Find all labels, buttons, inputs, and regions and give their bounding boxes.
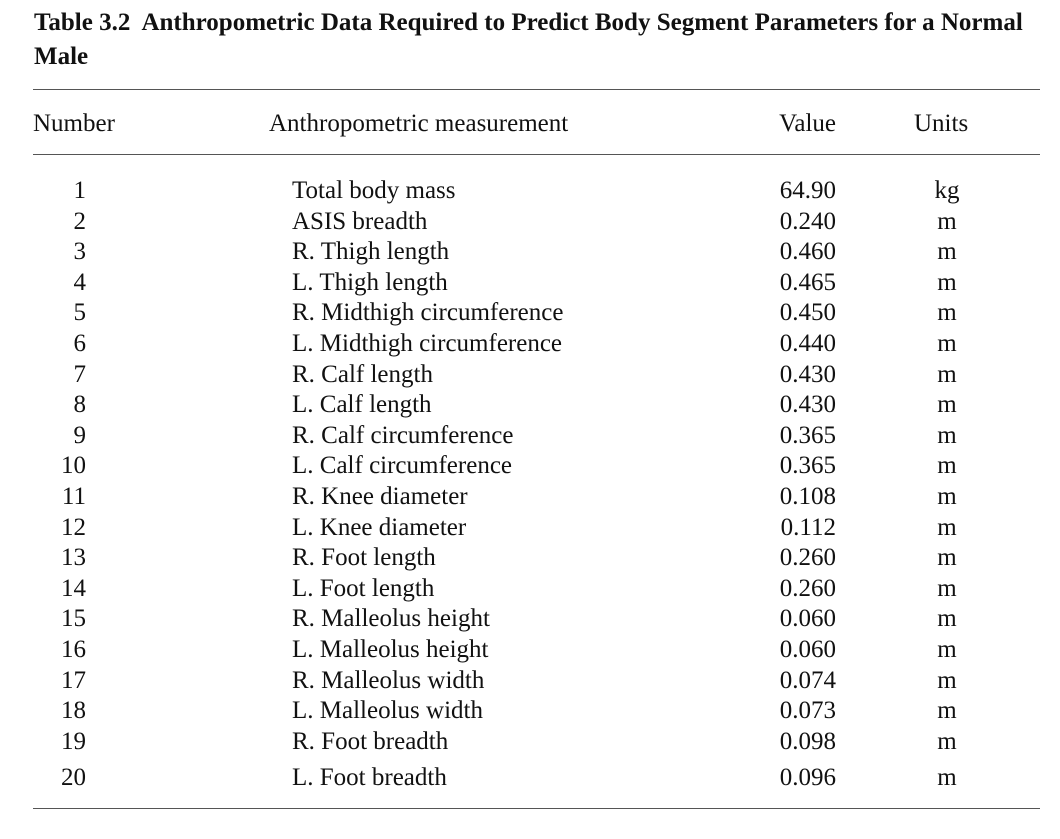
row-number: 11 (61, 482, 86, 510)
row-number: 3 (73, 238, 86, 266)
row-units: m (937, 391, 957, 419)
row-units: m (937, 268, 957, 296)
header-measurement: Anthropometric measurement (269, 110, 569, 137)
table-row (0, 695, 1060, 726)
row-number: 4 (73, 268, 86, 296)
table-row (0, 512, 1060, 543)
header-number: Number (33, 110, 115, 137)
row-value: 0.465 (779, 268, 836, 296)
table-row (0, 420, 1060, 451)
row-measurement: R. Thigh length (292, 238, 450, 266)
row-units: m (937, 421, 957, 449)
row-units: m (937, 544, 957, 572)
table-row (0, 236, 1060, 267)
row-number: 7 (73, 360, 86, 388)
row-value: 0.073 (779, 697, 836, 725)
row-number: 20 (61, 764, 86, 792)
row-number: 16 (61, 635, 86, 663)
row-units: m (937, 635, 957, 663)
row-measurement: R. Calf length (292, 360, 433, 388)
row-measurement: ASIS breadth (292, 207, 428, 235)
row-measurement: Total body mass (292, 177, 456, 204)
row-measurement: L. Malleolus height (292, 635, 489, 663)
row-units: m (937, 299, 957, 327)
row-value: 0.430 (779, 360, 836, 388)
row-measurement: R. Malleolus height (292, 605, 490, 633)
row-number: 9 (73, 421, 86, 449)
row-value: 0.430 (779, 391, 836, 419)
table-row (0, 726, 1060, 757)
row-value: 0.096 (779, 764, 836, 792)
row-units: m (937, 360, 957, 388)
row-value: 64.90 (779, 177, 836, 204)
top-rule (33, 89, 1040, 90)
row-value: 0.260 (779, 574, 836, 602)
table-title: Anthropometric Data Required to Predict Body Segment Parameters for a Normal Male (34, 9, 1023, 70)
row-units: m (937, 574, 957, 602)
bottom-rule (33, 808, 1040, 809)
table-row (0, 175, 1060, 206)
table-row (0, 389, 1060, 420)
row-value: 0.074 (779, 666, 836, 694)
row-value: 0.460 (779, 238, 836, 266)
row-value: 0.365 (779, 421, 836, 449)
row-measurement: R. Foot length (292, 544, 436, 572)
table-row (0, 481, 1060, 512)
row-units: m (937, 207, 957, 235)
table-row (0, 450, 1060, 481)
header-units: Units (914, 110, 969, 137)
table-row (0, 328, 1060, 359)
row-number: 18 (61, 697, 86, 725)
row-units: m (937, 605, 957, 633)
row-units: m (937, 666, 957, 694)
row-measurement: L. Calf circumference (292, 452, 513, 480)
row-units: m (937, 727, 957, 755)
row-measurement: L. Malleolus width (292, 697, 483, 725)
row-number: 8 (73, 391, 86, 419)
row-measurement: L. Foot breadth (292, 764, 447, 792)
table-row (0, 542, 1060, 573)
row-measurement: R. Malleolus width (292, 666, 485, 694)
row-value: 0.098 (779, 727, 836, 755)
row-number: 14 (61, 574, 86, 602)
table-row (0, 267, 1060, 298)
row-units: m (937, 513, 957, 541)
row-measurement: R. Calf circumference (292, 421, 514, 449)
row-number: 12 (61, 513, 86, 541)
row-units: kg (934, 177, 960, 204)
row-number: 1 (73, 177, 86, 204)
row-measurement: L. Calf length (292, 391, 432, 419)
table-row (0, 573, 1060, 604)
header-rule (33, 154, 1040, 155)
row-number: 5 (73, 299, 86, 327)
row-value: 0.450 (779, 299, 836, 327)
row-value: 0.365 (779, 452, 836, 480)
row-units: m (937, 482, 957, 510)
row-value: 0.060 (779, 605, 836, 633)
row-value: 0.060 (779, 635, 836, 663)
row-value: 0.240 (779, 207, 836, 235)
table-row (0, 665, 1060, 696)
row-number: 6 (73, 329, 86, 357)
row-number: 19 (61, 727, 86, 755)
table-row (0, 762, 1060, 793)
table-row (0, 297, 1060, 328)
row-measurement: R. Midthigh circumference (292, 299, 564, 327)
header-value: Value (779, 110, 836, 137)
row-units: m (937, 452, 957, 480)
row-value: 0.440 (779, 329, 836, 357)
row-measurement: L. Foot length (292, 574, 435, 602)
table-row (0, 634, 1060, 665)
table-row (0, 603, 1060, 634)
row-value: 0.112 (780, 513, 836, 541)
row-value: 0.260 (779, 544, 836, 572)
row-number: 15 (61, 605, 86, 633)
table-row (0, 206, 1060, 237)
row-value: 0.108 (779, 482, 836, 510)
row-number: 10 (61, 452, 86, 480)
row-measurement: R. Foot breadth (292, 727, 449, 755)
row-measurement: L. Midthigh circumference (292, 329, 563, 357)
row-number: 2 (73, 207, 86, 235)
table-row (0, 359, 1060, 390)
row-measurement: L. Knee diameter (292, 513, 467, 541)
table-label: Table 3.2 (34, 9, 131, 36)
row-measurement: R. Knee diameter (292, 482, 468, 510)
row-number: 17 (61, 666, 86, 694)
table-caption (34, 6, 1034, 74)
table-body (0, 175, 1060, 793)
row-units: m (937, 697, 957, 725)
row-measurement: L. Thigh length (292, 268, 448, 296)
row-number: 13 (61, 544, 86, 572)
row-units: m (937, 764, 957, 792)
row-units: m (937, 238, 957, 266)
row-units: m (937, 329, 957, 357)
